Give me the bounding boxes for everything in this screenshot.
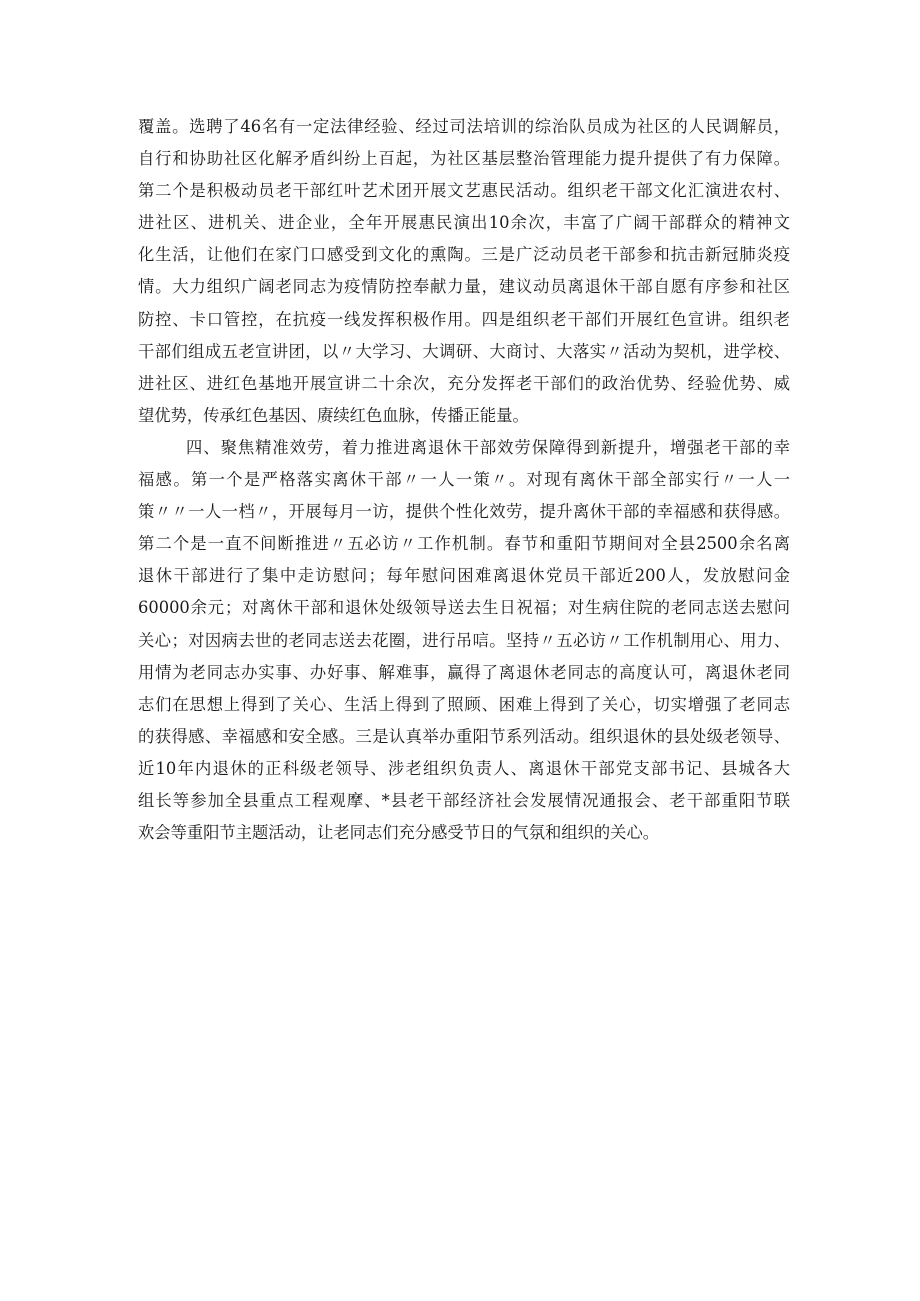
paragraph-end-line: 欢会等重阳节主题活动，让老同志们充分感受节日的气氛和组织的关心。 — [138, 823, 660, 843]
text-line: 防控、卡口管控，在抗疫一线发挥积极作用。四是组织老干部们开展红色宣讲。组织老 — [138, 309, 790, 329]
text-line: 的获得感、幸福感和安全感。三是认真举办重阳节系列活动。组织退休的县处级老领导、 — [138, 726, 790, 746]
text-line: 干部们组成五老宣讲团，以〃大学习、大调研、大商讨、大落实〃活动为契机，进学校、 — [138, 341, 790, 361]
text-line: 近10年内退休的正科级老领导、涉老组织负责人、离退休干部党支部书记、县城各大 — [138, 758, 790, 778]
text-line: 进社区、进红色基地开展宣讲二十余次，充分发挥老干部们的政治优势、经验优势、威 — [138, 373, 790, 393]
text-line: 自行和协助社区化解矛盾纠纷上百起，为社区基层整治管理能力提升提供了有力保障。 — [138, 149, 790, 169]
text-line: 60000余元；对离休干部和退休处级领导送去生日祝福；对生病住院的老同志送去慰问 — [138, 598, 790, 618]
paragraph-end-line: 望优势，传承红色基因、赓续红色血脉，传播正能量。 — [138, 405, 529, 425]
text-line: 覆盖。选聘了46名有一定法律经验、经过司法培训的综治队员成为社区的人民调解员， — [138, 117, 790, 136]
text-line: 退休干部进行了集中走访慰问；每年慰问困难离退休党员干部近200人，发放慰问金 — [138, 566, 790, 586]
text-line: 第二个是积极动员老干部红叶艺术团开展文艺惠民活动。组织老干部文化汇演进农村、 — [138, 181, 790, 201]
text-line: 福感。第一个是严格落实离休干部〃一人一策〃。对现有离休干部全部实行〃一人一 — [138, 470, 790, 490]
document-body — [138, 111, 790, 849]
text-line: 组长等参加全县重点工程观摩、*县老干部经济社会发展情况通报会、老干部重阳节联 — [138, 790, 790, 810]
text-line: 化生活，让他们在家门口感受到文化的熏陶。三是广泛动员老干部参和抗击新冠肺炎疫 — [138, 245, 790, 265]
text-line: 情。大力组织广阔老同志为疫情防控奉献力量，建议动员离退休干部自愿有序参和社区 — [138, 277, 790, 297]
paragraph-first-line: 四、聚焦精准效劳，着力推进离退休干部效劳保障得到新提升，增强老干部的幸 — [186, 437, 790, 457]
text-line: 策〃〃一人一档〃，开展每月一访，提供个性化效劳，提升离休干部的幸福感和获得感。 — [138, 502, 790, 522]
text-line: 进社区、进机关、进企业，全年开展惠民演出10余次，丰富了广阔干部群众的精神文 — [138, 213, 790, 233]
text-line: 用情为老同志办实事、办好事、解难事，赢得了离退休老同志的高度认可，离退休老同 — [138, 662, 790, 682]
text-line: 志们在思想上得到了关心、生活上得到了照顾、困难上得到了关心，切实增强了老同志 — [138, 694, 790, 714]
text-line: 关心；对因病去世的老同志送去花圈，进行吊唁。坚持〃五必访〃工作机制用心、用力、 — [138, 630, 790, 650]
text-line: 第二个是一直不间断推进〃五必访〃工作机制。春节和重阳节期间对全县2500余名离 — [138, 534, 790, 554]
